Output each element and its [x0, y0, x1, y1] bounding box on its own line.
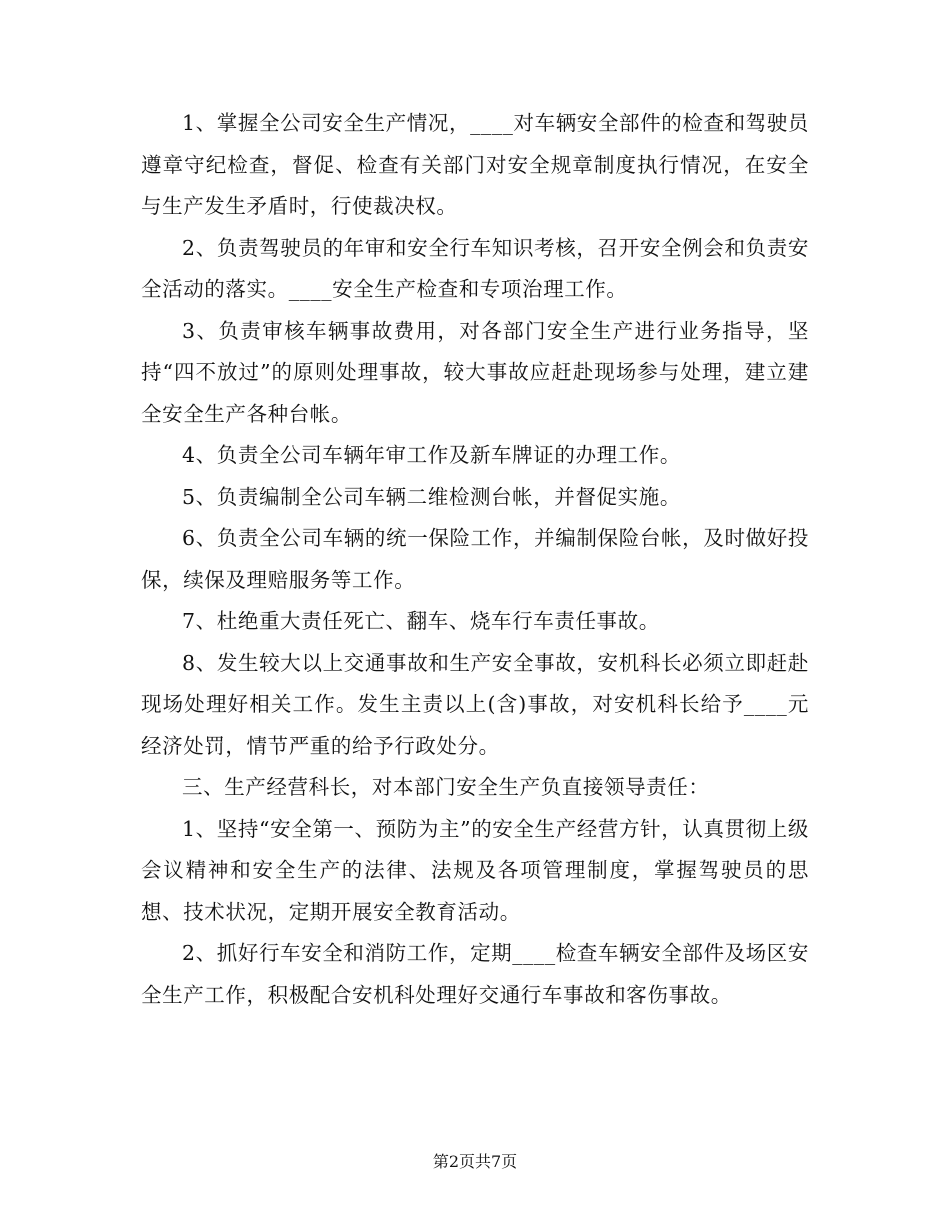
document-body — [141, 103, 809, 1016]
section-heading: 三、生产经营科长，对本部门安全生产负直接领导责任： — [182, 775, 710, 799]
paragraph-5: 5、负责编制全公司车辆二维检测台帐，并督促实施。 — [182, 484, 681, 509]
paragraph-1: 1、掌握全公司安全生产情况，____对车辆安全部件的检查和驾驶员遵章守纪检查，督促、检查有关部门对安全规章制度执行情况，在安全与生产发生矛盾时，行使裁决权。 — [141, 111, 809, 218]
page-indicator: 第2页共7页 — [432, 1152, 518, 1171]
paragraph-10: 2、抓好行车安全和消防工作，定期____检查车辆安全部件及场区安全生产工作，积极配合安机科处理好交通行车事故和客伤事故。 — [141, 941, 809, 1007]
paragraph-9: 1、坚持“安全第一、预防为主”的安全生产经营方针，认真贯彻上级会议精神和安全生产的法律、法规及各项管理制度，掌握驾驶员的思想、技术状况，定期开展安全教育活动。 — [141, 816, 809, 924]
paragraph-2: 2、负责驾驶员的年审和安全行车知识考核，召开安全例会和负责安全活动的落实。____安全生产检查和专项治理工作。 — [141, 235, 809, 301]
paragraph-7: 7、杜绝重大责任死亡、翻车、烧车行车责任事故。 — [182, 609, 660, 633]
paragraph-3: 3、负责审核车辆事故费用，对各部门安全生产进行业务指导，坚持“四不放过”的原则处理事故，较大事故应赶赴现场参与处理，建立建全安全生产各种台帐。 — [141, 318, 809, 426]
paragraph-6: 6、负责全公司车辆的统一保险工作，并编制保险台帐，及时做好投保，续保及理赔服务等工作。 — [141, 526, 809, 592]
paragraph-8: 8、发生较大以上交通事故和生产安全事故，安机科长必须立即赶赴现场处理好相关工作。发生主责以上(含)事故，对安机科长给予____元经济处罚，情节严重的给予行政处分。 — [141, 650, 809, 758]
paragraph-4: 4、负责全公司车辆年审工作及新车牌证的办理工作。 — [182, 443, 681, 467]
